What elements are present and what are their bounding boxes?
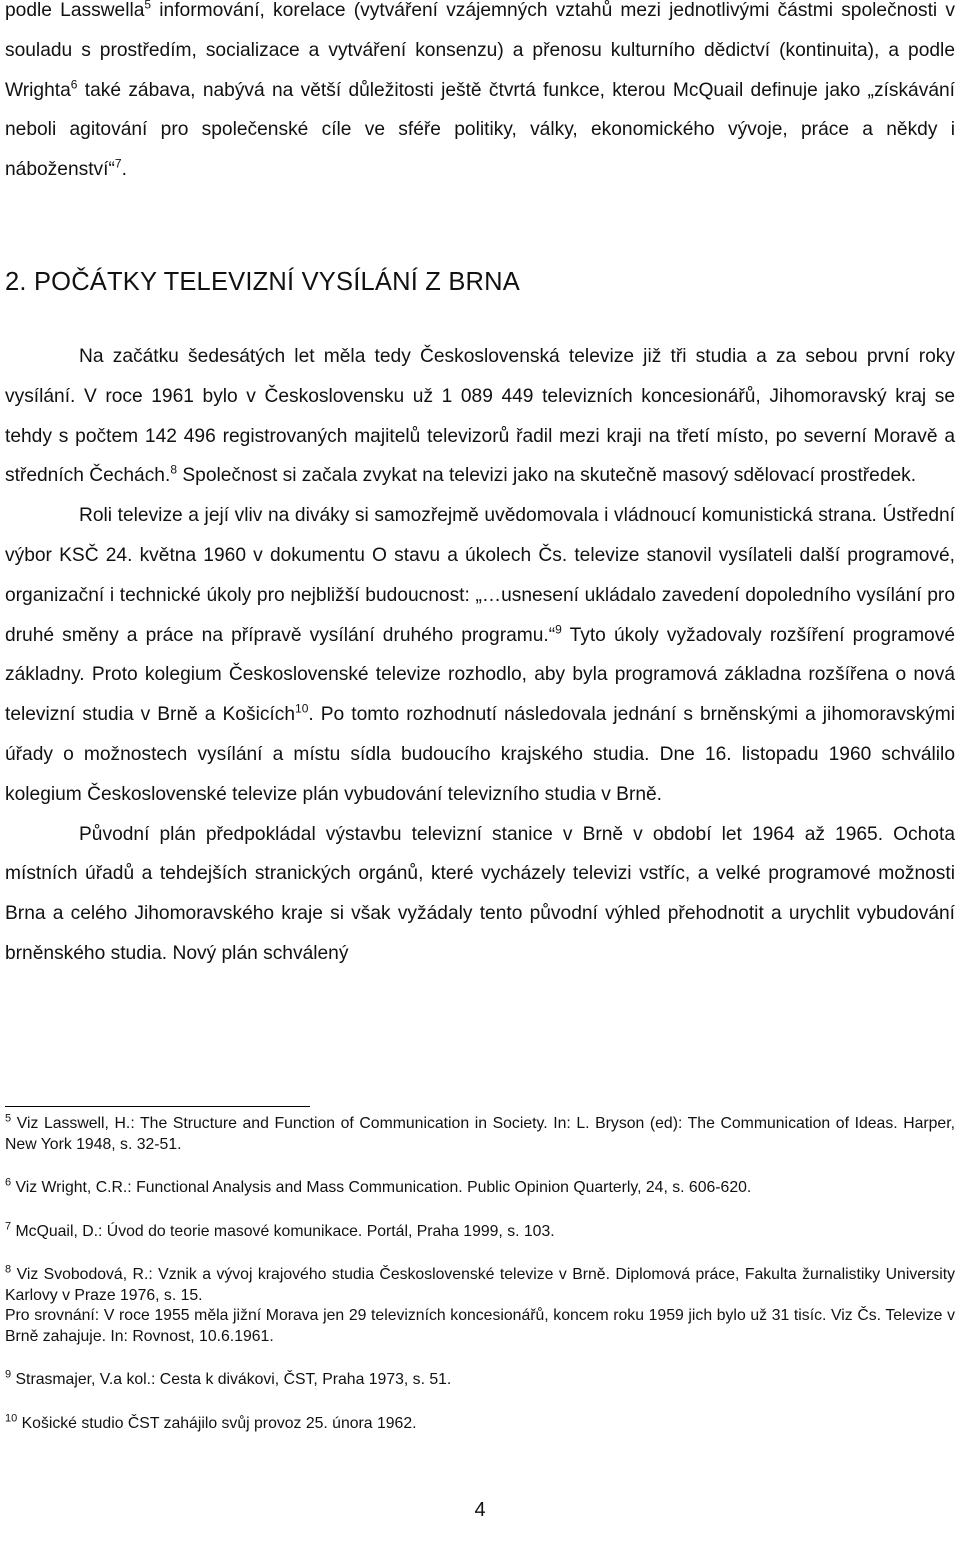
footnote-separator: [5, 1106, 310, 1107]
footnote-8: $^8$ Viz Svobodová, R.: Vznik a vývoj krajového studia Československé televize v Brně. Diplomová práce, Fakulta žurnalistiky University Karlovy v Praze 1976, s. 15.: [5, 1263, 955, 1304]
footnote-ref[interactable]: 6: [70, 77, 78, 92]
footnotes: [5, 1114, 955, 1457]
intro-text: také zábava, nabývá na větší důležitosti ještě čtvrtá funkce, kterou McQuail definuje jako „získávání neboli agitování pro společenské cíle ve sféře politiky, války, ekonomického vývoje, práce a někdy i náboženství“: [5, 79, 955, 181]
footnote-8-continuation: Pro srovnání: V roce 1955 měla jižní Morava jen 29 televizních koncesionářů, koncem roku 1959 jich bylo už 31 tisíc. Viz Čs. Televize v Brně zahajuje. In: Rovnost, 10.6.1961.: [5, 1307, 955, 1345]
footnote-6: $^6$ Viz Wright, C.R.: Functional Analysis and Mass Communication. Public Opinion Quarterly, 24, s. 606-620.: [5, 1176, 752, 1196]
footnote-5: $^5$ Viz Lasswell, H.: The Structure and Function of Communication in Society. In: L. Bryson (ed): The Communication of Ideas. Harper, New York 1948, s. 32-51.: [5, 1112, 955, 1153]
paragraph-2: Roli televize a její vliv na diváky si samozřejmě uvědomovala i vládnoucí komunistická strana. Ústřední výbor KSČ 24. května 1960 v dokumentu O stavu a úkolech Čs. televize stanovil vysílateli další programové, organizační i technické úkoly pro nejbližší budoucnost: „…usnesení ukládalo zavedení dopoledního vysílání pro druhé směny a práce na přípravě vysílání druhého programu.“$^9$ Tyto úkoly vyžadovaly rozšíření programové základny. Proto kolegium Československé televize rozhodlo, aby byla programová základna rozšířena o nová televizní studia v Brně a Košicích$^{10}$. Po tomto rozhodnutí následovala jednání s brněnskými a jihomoravskými úřady o možnostech vysílání a místu sídla budoucího krajského studia. Dne 16. listopadu 1960 schválilo kolegium Československé televize plán vybudování televizního studia v Brně.: [5, 505, 955, 805]
footnote-ref[interactable]: 9: [555, 622, 562, 637]
intro-text: .: [121, 159, 127, 181]
footnote-10: $^{10}$ Košické studio ČST zahájilo svůj provoz 25. února 1962.: [5, 1412, 417, 1432]
footnote-ref[interactable]: 5: [144, 0, 152, 12]
paragraph-3: Původní plán předpokládal výstavbu televizní stanice v Brně v období let 1964 až 1965. Ochota místních úřadů a tehdejších stranických orgánů, které vycházely televizi vstříc, a velké programové možnosti Brna a celého Jihomoravského kraje si však vyžádaly tento původní výhled přehodnotit a urychlit vybudování brněnského studia. Nový plán schválený: [5, 823, 955, 964]
footnote-ref[interactable]: 10: [295, 701, 309, 716]
footnote-7: $^7$ McQuail, D.: Úvod do teorie masové komunikace. Portál, Praha 1999, s. 103.: [5, 1220, 555, 1240]
section-heading: 2. POČÁTKY TELEVIZNÍ VYSÍLÁNÍ Z BRNA: [5, 268, 520, 296]
intro-text: podle Lasswella: [5, 0, 145, 21]
intro-paragraph: [5, 0, 955, 190]
footnote-ref[interactable]: 8: [170, 463, 178, 477]
main-text: [5, 337, 955, 974]
page-number: 4: [474, 1499, 486, 1521]
footnote-ref[interactable]: 7: [114, 156, 122, 171]
footnote-9: $^9$ Strasmajer, V.a kol.: Cesta k divákovi, ČST, Praha 1973, s. 51.: [5, 1368, 452, 1388]
paragraph-1: Na začátku šedesátých let měla tedy Československá televize již tři studia a za sebou první roky vysílání. V roce 1961 bylo v Československu už 1 089 449 televizních koncesionářů, Jihomoravský kraj se tehdy s počtem 142 496 registrovaných majitelů televizorů řadil mezi kraji na třetí místo, po severní Moravě a středních Čechách.$^8$ Společnost si začala zvykat na televizi jako na skutečně masový sdělovací prostředek.: [5, 346, 955, 487]
intro-text: informování, korelace (vytváření vzájemných vztahů mezi jednotlivými částmi společnosti v souladu s prostředím, socializace a vytváření konsenzu) a přenosu kulturního dědictví (kontinuita), a podle Wrighta: [5, 0, 955, 101]
